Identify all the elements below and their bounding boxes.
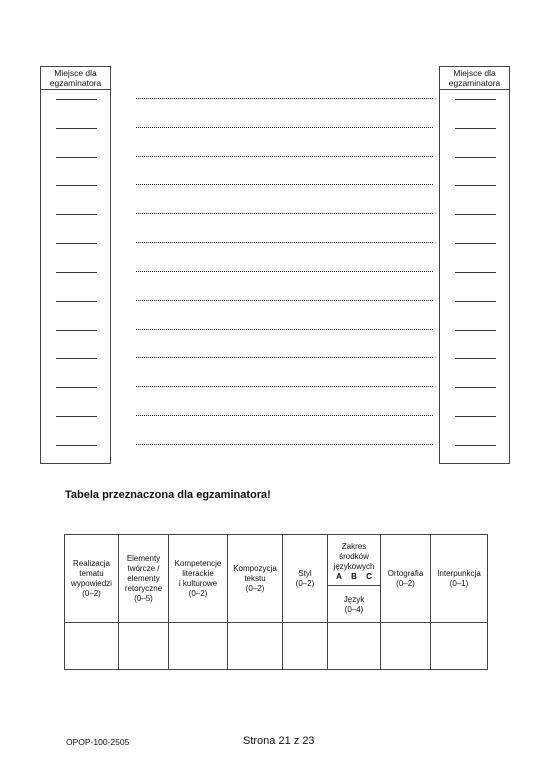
zakres-header: Zakres środków językowych A B C: [328, 542, 380, 586]
writing-line[interactable]: [136, 127, 433, 128]
writing-line[interactable]: [136, 98, 433, 99]
criterion-interpunkcja: Interpunkcja (0–1): [431, 535, 488, 623]
left-score-slot[interactable]: [56, 272, 97, 273]
left-score-slot[interactable]: [56, 99, 97, 100]
writing-line[interactable]: [136, 156, 433, 157]
writing-line[interactable]: [136, 213, 433, 214]
right-score-slot[interactable]: [455, 99, 496, 100]
left-score-slot[interactable]: [56, 301, 97, 302]
exam-code: OPOP-100-2505: [66, 737, 130, 747]
left-score-slot[interactable]: [56, 358, 97, 359]
zakres-abc-levels: A B C: [336, 572, 372, 581]
left-score-slot[interactable]: [56, 157, 97, 158]
left-score-slot[interactable]: [56, 330, 97, 331]
score-cell-kompetencje[interactable]: [169, 623, 228, 670]
examiner-table-title: Tabela przeznaczona dla egzaminatora!: [65, 489, 271, 501]
score-cell-interpunkcja[interactable]: [431, 623, 488, 670]
right-margin-header: [440, 67, 509, 90]
left-score-slot[interactable]: [56, 416, 97, 417]
left-score-slot[interactable]: [56, 128, 97, 129]
right-score-slot[interactable]: [455, 128, 496, 129]
left-score-slot[interactable]: [56, 387, 97, 388]
right-score-slot[interactable]: [455, 445, 496, 446]
criterion-kompozycja: Kompozycja tekstu (0–2): [228, 535, 283, 623]
criterion-kompetencje: Kompetencje literackie i kulturowe (0–2): [169, 535, 228, 623]
left-score-slot[interactable]: [56, 243, 97, 244]
right-score-slot[interactable]: [455, 157, 496, 158]
left-score-slot[interactable]: [56, 445, 97, 446]
criterion-styl: Styl (0–2): [283, 535, 328, 623]
left-examiner-margin: [40, 66, 111, 464]
examiner-score-table: [64, 534, 488, 670]
margin-label-line1: Miejsce dla: [54, 68, 97, 78]
score-cell-realizacja[interactable]: [65, 623, 119, 670]
criterion-elementy-tworcze: Elementy twórcze / elementy retoryczne (0–5): [119, 535, 169, 623]
writing-line[interactable]: [136, 386, 433, 387]
score-cell-elementy-tworcze[interactable]: [119, 623, 169, 670]
right-score-slot[interactable]: [455, 301, 496, 302]
right-score-slot[interactable]: [455, 243, 496, 244]
writing-line[interactable]: [136, 357, 433, 358]
right-score-slot[interactable]: [455, 214, 496, 215]
writing-line[interactable]: [136, 242, 433, 243]
score-cell-styl[interactable]: [283, 623, 328, 670]
writing-line[interactable]: [136, 300, 433, 301]
right-score-slot[interactable]: [455, 330, 496, 331]
right-score-slot[interactable]: [455, 387, 496, 388]
writing-line[interactable]: [136, 271, 433, 272]
score-cell-kompozycja[interactable]: [228, 623, 283, 670]
zakres-jezyk: Język (0–4): [343, 595, 365, 614]
criterion-realizacja: Realizacja tematu wypowiedzi (0–2): [65, 535, 119, 623]
left-margin-header: [41, 67, 110, 90]
margin-label-line2: egzaminatora: [448, 78, 501, 88]
margin-label-line2: egzaminatora: [49, 78, 102, 88]
writing-line[interactable]: [136, 415, 433, 416]
score-cell-ortografia[interactable]: [381, 623, 431, 670]
writing-line[interactable]: [136, 444, 433, 445]
writing-line[interactable]: [136, 329, 433, 330]
criterion-ortografia: Ortografia (0–2): [381, 535, 431, 623]
criterion-zakres-srodkow: [328, 535, 381, 623]
right-score-slot[interactable]: [455, 416, 496, 417]
writing-line[interactable]: [136, 184, 433, 185]
left-score-slot[interactable]: [56, 185, 97, 186]
margin-label-line1: Miejsce dla: [453, 68, 496, 78]
right-examiner-margin: [439, 66, 510, 464]
right-score-slot[interactable]: [455, 185, 496, 186]
page-number: Strona 21 z 23: [243, 735, 315, 747]
right-score-slot[interactable]: [455, 358, 496, 359]
right-score-slot[interactable]: [455, 272, 496, 273]
score-cell-zakres[interactable]: [328, 623, 381, 670]
left-score-slot[interactable]: [56, 214, 97, 215]
